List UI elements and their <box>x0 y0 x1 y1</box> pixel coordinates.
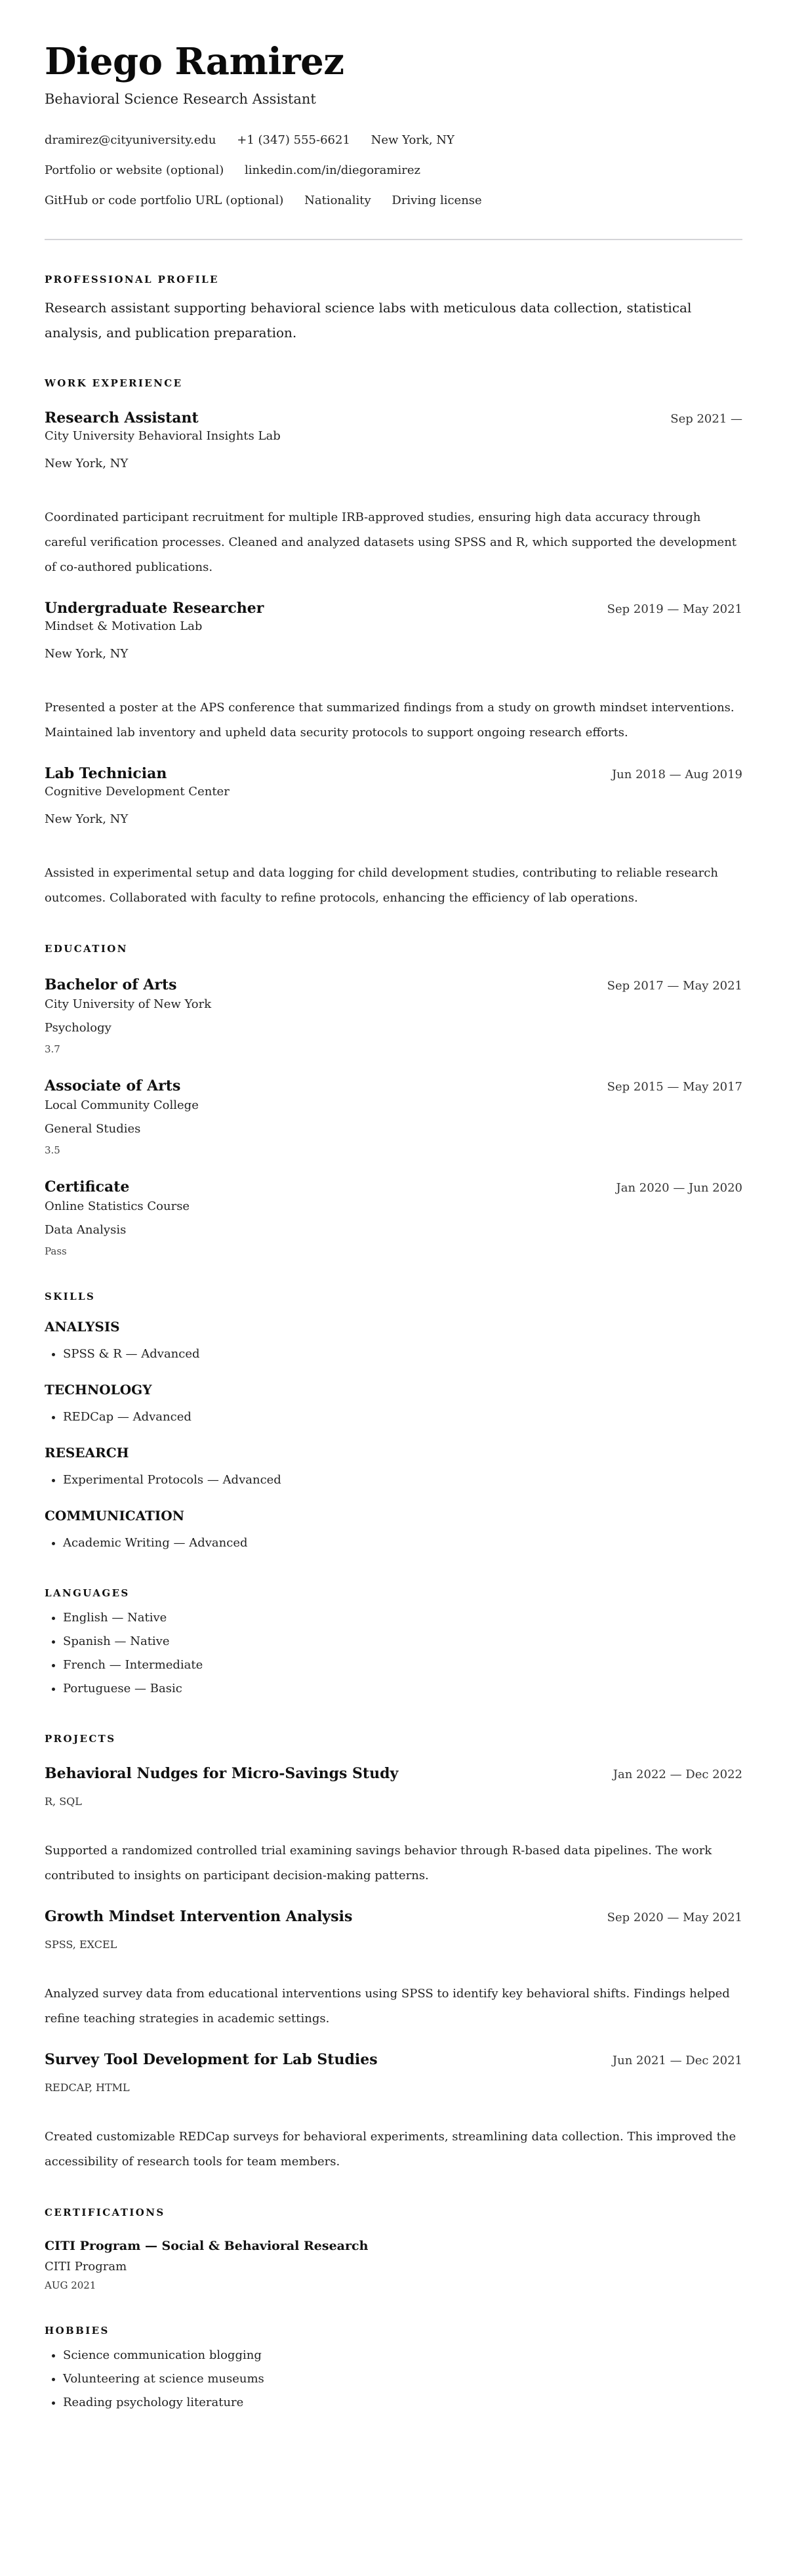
hobby-list <box>45 2344 742 2415</box>
school-name: Online Statistics Course <box>45 1199 190 1213</box>
section-title-profile: PROFESSIONAL PROFILE <box>45 274 219 285</box>
section-profile <box>45 273 742 345</box>
section-title-experience: WORK EXPERIENCE <box>45 377 183 389</box>
project-name: Growth Mindset Intervention Analysis <box>45 1908 353 1925</box>
job-description: Presented a poster at the APS conference that summarized findings from a study on growth mindset interventions. Maintained lab inventory and upheld data security protocols to support ongoing research efforts. <box>45 701 735 739</box>
candidate-headline: Behavioral Science Research Assistant <box>45 91 316 107</box>
job-dates: Jun 2018 — Aug 2019 <box>611 768 742 781</box>
project-dates: Jun 2021 — Dec 2021 <box>612 2054 742 2067</box>
contact-row-links <box>45 163 742 178</box>
language-item: • English — Native <box>63 1606 742 1630</box>
project-description: Analyzed survey data from educational interventions using SPSS to identify key behavioral shifts. Findings helped refine teaching strategies in academic settings. <box>45 1987 730 2025</box>
school-name: City University of New York <box>45 997 212 1011</box>
grade: Pass <box>45 1245 67 1257</box>
skill-item: • Experimental Protocols — Advanced <box>63 1468 742 1492</box>
job-location: New York, NY <box>45 647 129 661</box>
job-dates: Sep 2019 — May 2021 <box>607 602 742 616</box>
project-dates: Jan 2022 — Dec 2022 <box>613 1768 742 1781</box>
section-languages <box>45 1587 742 1701</box>
grade: 3.5 <box>45 1144 60 1156</box>
resume-header <box>45 41 742 209</box>
certification-date: AUG 2021 <box>45 2279 96 2291</box>
education-dates: Sep 2015 — May 2017 <box>607 1080 742 1094</box>
candidate-name: Diego Ramirez <box>45 40 344 83</box>
skill-category: ANALYSIS <box>45 1319 120 1335</box>
job-title: Lab Technician <box>45 765 167 782</box>
driving-license: Driving license <box>392 194 482 207</box>
linkedin-link[interactable]: linkedin.com/in/diegoramirez <box>245 163 420 177</box>
skill-list <box>45 1405 742 1429</box>
email-link[interactable]: dramirez@cityuniversity.edu <box>45 133 216 147</box>
contact-row-extra <box>45 193 742 209</box>
project-tech: REDCAP, HTML <box>45 2081 130 2094</box>
portfolio-link[interactable]: Portfolio or website (optional) <box>45 163 224 177</box>
project-description: Created customizable REDCap surveys for behavioral experiments, streamlining data collection. This improved the accessibility of research tools for team members. <box>45 2130 737 2169</box>
project-entry <box>45 1764 742 1888</box>
certification-issuer: CITI Program <box>45 2260 127 2274</box>
project-entry <box>45 1907 742 2031</box>
field-of-study: Data Analysis <box>45 1223 127 1237</box>
school-name: Local Community College <box>45 1098 199 1112</box>
language-list <box>45 1606 742 1701</box>
job-organization: Cognitive Development Center <box>45 785 230 799</box>
section-title-certifications: CERTIFICATIONS <box>45 2207 165 2218</box>
skill-list <box>45 1468 742 1492</box>
section-title-education: EDUCATION <box>45 943 128 955</box>
section-hobbies <box>45 2324 742 2415</box>
skill-category: COMMUNICATION <box>45 1508 184 1524</box>
project-name: Survey Tool Development for Lab Studies <box>45 2051 378 2068</box>
hobby-item: • Reading psychology literature <box>63 2391 742 2415</box>
job-title: Undergraduate Researcher <box>45 600 264 617</box>
experience-entry <box>45 764 742 911</box>
skill-item: • REDCap — Advanced <box>63 1405 742 1429</box>
language-item: • French — Intermediate <box>63 1653 742 1677</box>
section-title-hobbies: HOBBIES <box>45 2325 110 2337</box>
skill-item: • SPSS & R — Advanced <box>63 1342 742 1366</box>
certification-name: CITI Program — Social & Behavioral Research <box>45 2239 369 2253</box>
project-entry <box>45 2050 742 2174</box>
education-entry <box>45 975 742 1056</box>
section-title-projects: PROJECTS <box>45 1733 116 1745</box>
section-experience <box>45 377 742 911</box>
education-dates: Sep 2017 — May 2021 <box>607 979 742 993</box>
field-of-study: Psychology <box>45 1021 111 1035</box>
profile-summary: Research assistant supporting behavioral science labs with meticulous data collection, statistical analysis, and publication preparation. <box>45 300 692 341</box>
job-dates: Sep 2021 — <box>670 412 742 426</box>
job-organization: Mindset & Motivation Lab <box>45 619 203 633</box>
skill-item: • Academic Writing — Advanced <box>63 1531 742 1555</box>
language-item: • Spanish — Native <box>63 1630 742 1653</box>
skill-category: TECHNOLOGY <box>45 1382 152 1398</box>
project-tech: R, SQL <box>45 1795 82 1808</box>
project-description: Supported a randomized controlled trial examining savings behavior through R-based data pipelines. The work contributed to insights on participant decision-making patterns. <box>45 1844 712 1882</box>
section-projects <box>45 1732 742 2174</box>
education-entry <box>45 1177 742 1258</box>
section-title-skills: SKILLS <box>45 1291 96 1302</box>
degree-title: Bachelor of Arts <box>45 976 177 993</box>
section-education <box>45 942 742 1258</box>
contact-row-primary <box>45 133 742 148</box>
section-title-languages: LANGUAGES <box>45 1587 130 1599</box>
section-skills <box>45 1290 742 1555</box>
education-dates: Jan 2020 — Jun 2020 <box>616 1181 742 1195</box>
job-location: New York, NY <box>45 812 129 826</box>
skill-list <box>45 1531 742 1555</box>
hobby-item: • Science communication blogging <box>63 2344 742 2367</box>
github-link[interactable]: GitHub or code portfolio URL (optional) <box>45 194 284 207</box>
header-divider <box>45 239 742 240</box>
location: New York, NY <box>371 133 454 147</box>
experience-entry <box>45 598 742 745</box>
job-description: Assisted in experimental setup and data logging for child development studies, contributing to reliable research outcomes. Collaborated with faculty to refine protocols, enhancing the efficiency of lab operations. <box>45 866 718 905</box>
grade: 3.7 <box>45 1043 60 1055</box>
degree-title: Certificate <box>45 1178 130 1195</box>
experience-entry <box>45 408 742 580</box>
field-of-study: General Studies <box>45 1122 141 1136</box>
section-certifications <box>45 2206 742 2293</box>
hobby-item: • Volunteering at science museums <box>63 2367 742 2391</box>
job-location: New York, NY <box>45 457 129 470</box>
nationality: Nationality <box>304 194 371 207</box>
skill-category: RESEARCH <box>45 1445 129 1461</box>
language-item: • Portuguese — Basic <box>63 1677 742 1701</box>
degree-title: Associate of Arts <box>45 1077 181 1094</box>
job-title: Research Assistant <box>45 409 199 426</box>
project-tech: SPSS, EXCEL <box>45 1938 117 1951</box>
project-name: Behavioral Nudges for Micro-Savings Study <box>45 1765 399 1782</box>
phone-number[interactable]: +1 (347) 555-6621 <box>237 133 350 147</box>
skill-list <box>45 1342 742 1366</box>
job-description: Coordinated participant recruitment for multiple IRB-approved studies, ensuring high data accuracy through careful verification processes. Cleaned and analyzed datasets using SPSS and R, which supported the development of co-authored publications. <box>45 510 737 574</box>
education-entry <box>45 1076 742 1157</box>
project-dates: Sep 2020 — May 2021 <box>607 1911 742 1924</box>
job-organization: City University Behavioral Insights Lab <box>45 429 281 443</box>
